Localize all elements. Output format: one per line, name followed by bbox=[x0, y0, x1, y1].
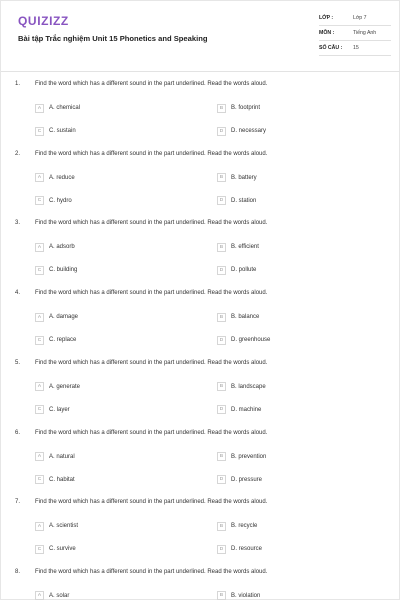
answer-option[interactable] bbox=[217, 451, 266, 463]
answer-option[interactable] bbox=[35, 474, 75, 486]
option-letter-box[interactable]: D bbox=[217, 475, 226, 484]
question-block bbox=[1, 151, 400, 221]
meta-value: 15 bbox=[353, 45, 359, 51]
answer-option[interactable] bbox=[217, 381, 266, 393]
answer-option[interactable] bbox=[217, 543, 262, 555]
option-text: B. footprint bbox=[231, 105, 261, 111]
option-letter-box[interactable]: B bbox=[217, 104, 226, 113]
question-block bbox=[1, 360, 400, 430]
option-text: B. balance bbox=[231, 314, 260, 321]
option-text: C. layer bbox=[49, 406, 70, 413]
option-text: C. building bbox=[49, 267, 78, 274]
answer-option[interactable] bbox=[217, 125, 266, 137]
answer-option[interactable] bbox=[35, 334, 76, 346]
option-text: B. efficient bbox=[231, 244, 259, 251]
question-block bbox=[1, 569, 400, 600]
option-letter-box[interactable]: C bbox=[35, 127, 44, 136]
option-letter-box[interactable]: A bbox=[35, 173, 44, 182]
question-number: 6. bbox=[15, 429, 21, 436]
meta-row-class bbox=[319, 11, 391, 26]
meta-value: Tiếng Anh bbox=[353, 30, 377, 36]
question-block bbox=[1, 499, 400, 569]
answer-option[interactable] bbox=[35, 311, 78, 323]
answer-option[interactable] bbox=[217, 520, 257, 532]
option-text: C. survive bbox=[49, 546, 76, 553]
option-text: D. pollute bbox=[231, 267, 257, 274]
question-block bbox=[1, 220, 400, 290]
option-letter-box[interactable]: D bbox=[217, 127, 226, 136]
question-block bbox=[1, 430, 400, 500]
option-letter-box[interactable]: A bbox=[35, 382, 44, 391]
option-letter-box[interactable]: D bbox=[217, 266, 226, 275]
option-letter-box[interactable]: B bbox=[217, 591, 226, 600]
option-letter-box[interactable]: A bbox=[35, 313, 44, 322]
answer-option[interactable] bbox=[35, 451, 75, 463]
worksheet-title: Bài tập Trắc nghiệm Unit 15 Phonetics and Speaking bbox=[18, 34, 208, 43]
option-letter-box[interactable]: D bbox=[217, 196, 226, 205]
question-block bbox=[1, 290, 400, 360]
question-text: Find the word which has a different sound in the part underlined. Read the words aloud. bbox=[35, 429, 268, 436]
answer-option[interactable] bbox=[35, 241, 75, 253]
answer-option[interactable] bbox=[217, 241, 259, 253]
meta-row-subject bbox=[319, 26, 391, 41]
option-letter-box[interactable]: B bbox=[217, 452, 226, 461]
answer-option[interactable] bbox=[217, 474, 262, 486]
option-letter-box[interactable]: B bbox=[217, 382, 226, 391]
option-letter-box[interactable]: A bbox=[35, 522, 44, 531]
option-letter-box[interactable]: C bbox=[35, 475, 44, 484]
question-number: 4. bbox=[15, 290, 21, 297]
option-letter-box[interactable]: B bbox=[217, 313, 226, 322]
meta-value: Lớp 7 bbox=[353, 15, 367, 21]
option-text: A. chemical bbox=[49, 105, 81, 111]
meta-label: LỚP : bbox=[319, 15, 334, 21]
option-letter-box[interactable]: C bbox=[35, 545, 44, 554]
option-text: A. reduce bbox=[49, 174, 75, 181]
answer-option[interactable] bbox=[35, 125, 76, 137]
quizizz-logo: QUIZIZZ bbox=[18, 14, 69, 28]
option-text: A. damage bbox=[49, 314, 79, 321]
option-text: D. pressure bbox=[231, 476, 263, 483]
meta-row-question-count bbox=[319, 41, 391, 56]
answer-option[interactable] bbox=[217, 590, 260, 600]
option-letter-box[interactable]: A bbox=[35, 104, 44, 113]
option-text: C. sustain bbox=[49, 128, 76, 134]
answer-option[interactable] bbox=[217, 311, 259, 323]
answer-option[interactable] bbox=[217, 264, 256, 276]
option-letter-box[interactable]: C bbox=[35, 266, 44, 275]
question-text: Find the word which has a different sound in the part underlined. Read the words aloud. bbox=[35, 81, 268, 87]
answer-option[interactable] bbox=[35, 102, 80, 114]
question-number: 2. bbox=[15, 150, 21, 157]
worksheet-header bbox=[1, 1, 400, 67]
option-text: A. scientist bbox=[49, 523, 79, 530]
answer-option[interactable] bbox=[35, 381, 80, 393]
option-text: A. adsorb bbox=[49, 244, 75, 251]
option-text: A. natural bbox=[49, 453, 75, 460]
answer-option[interactable] bbox=[217, 172, 257, 184]
option-text: C. replace bbox=[49, 337, 77, 344]
question-number: 8. bbox=[15, 568, 21, 575]
option-letter-box[interactable]: D bbox=[217, 405, 226, 414]
option-letter-box[interactable]: C bbox=[35, 196, 44, 205]
option-text: D. resource bbox=[231, 546, 263, 553]
answer-option[interactable] bbox=[35, 172, 75, 184]
worksheet-meta bbox=[319, 11, 391, 56]
option-letter-box[interactable]: B bbox=[217, 522, 226, 531]
question-text: Find the word which has a different sound in the part underlined. Read the words aloud. bbox=[35, 220, 268, 227]
option-text: B. violation bbox=[231, 592, 261, 599]
option-letter-box[interactable]: A bbox=[35, 243, 44, 252]
option-letter-box[interactable]: B bbox=[217, 243, 226, 252]
answer-option[interactable] bbox=[35, 264, 77, 276]
option-text: A. solar bbox=[49, 592, 70, 599]
option-text: B. landscape bbox=[231, 383, 266, 390]
question-number: 1. bbox=[15, 81, 21, 87]
question-text: Find the word which has a different sound in the part underlined. Read the words aloud. bbox=[35, 499, 268, 506]
option-letter-box[interactable]: A bbox=[35, 452, 44, 461]
question-number: 7. bbox=[15, 499, 21, 506]
option-text: B. battery bbox=[231, 174, 257, 181]
option-text: B. prevention bbox=[231, 453, 267, 460]
question-text: Find the word which has a different sound in the part underlined. Read the words aloud. bbox=[35, 290, 268, 297]
answer-option[interactable] bbox=[35, 404, 70, 416]
question-block bbox=[1, 81, 400, 151]
option-letter-box[interactable]: D bbox=[217, 336, 226, 345]
option-letter-box[interactable]: C bbox=[35, 405, 44, 414]
answer-option[interactable] bbox=[217, 195, 256, 207]
option-text: D. necessary bbox=[231, 128, 267, 134]
question-number: 5. bbox=[15, 359, 21, 366]
option-letter-box[interactable]: B bbox=[217, 173, 226, 182]
answer-option[interactable] bbox=[35, 543, 76, 555]
answer-option[interactable] bbox=[35, 195, 72, 207]
answer-option[interactable] bbox=[35, 590, 69, 600]
question-text: Find the word which has a different sound in the part underlined. Read the words aloud. bbox=[35, 568, 268, 575]
option-letter-box[interactable]: A bbox=[35, 591, 44, 600]
answer-option[interactable] bbox=[217, 334, 270, 346]
option-text: D. station bbox=[231, 197, 257, 204]
question-number: 3. bbox=[15, 220, 21, 227]
option-letter-box[interactable]: C bbox=[35, 336, 44, 345]
option-text: D. machine bbox=[231, 406, 262, 413]
meta-label: SỐ CÂU : bbox=[319, 45, 343, 51]
answer-option[interactable] bbox=[35, 520, 78, 532]
answer-option[interactable] bbox=[217, 404, 261, 416]
question-text: Find the word which has a different sound in the part underlined. Read the words aloud. bbox=[35, 150, 268, 157]
header-divider bbox=[1, 71, 400, 72]
option-text: A. generate bbox=[49, 383, 81, 390]
option-text: B. recycle bbox=[231, 523, 258, 530]
answer-option[interactable] bbox=[217, 102, 260, 114]
meta-label: MÔN : bbox=[319, 30, 335, 36]
option-text: C. habitat bbox=[49, 476, 75, 483]
option-letter-box[interactable]: D bbox=[217, 545, 226, 554]
option-text: C. hydro bbox=[49, 197, 72, 204]
option-text: D. greenhouse bbox=[231, 337, 271, 344]
question-text: Find the word which has a different sound in the part underlined. Read the words aloud. bbox=[35, 359, 268, 366]
